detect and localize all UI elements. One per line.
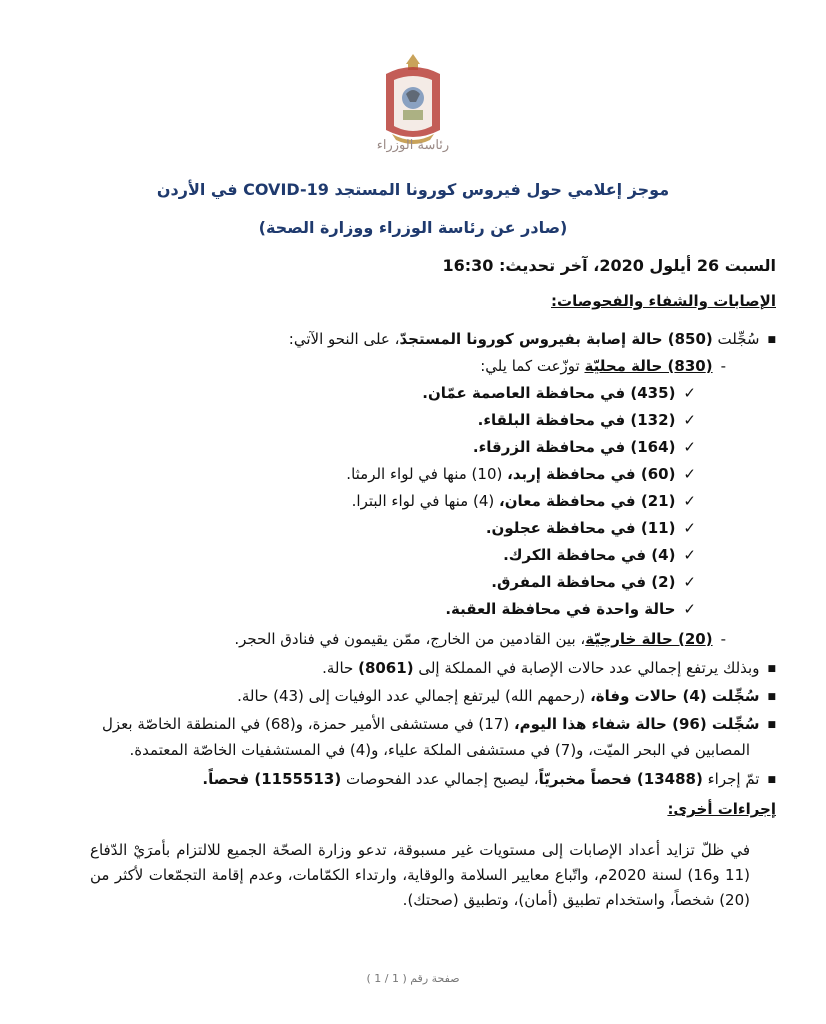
bullet-new-cases: ■سُجِّلت (850) حالة إصابة بفيروس كورونا المستجدّ، على النحو الآتي: (288, 330, 776, 348)
dash-bullet-icon: - (720, 357, 726, 375)
section-heading-cases: الإصابات والشفاء والفحوصات: (551, 292, 776, 310)
checkmark-icon: ✓ (683, 411, 696, 429)
governorate-item: ✓حالة واحدة في محافظة العقبة. (445, 600, 696, 618)
square-bullet-icon: ■ (767, 775, 776, 785)
section-heading-other-measures: إجراءات أخرى: (667, 800, 776, 818)
checkmark-icon: ✓ (683, 492, 696, 510)
square-bullet-icon: ■ (767, 720, 776, 730)
measures-paragraph: في ظلّ تزايد أعداد الإصابات إلى مستويات غير مسبوقة، تدعو وزارة الصحّة الجميع للالتزام بأمرَيْ الدّفاع (11 و16) لسنة 2020م، واتّباع معايير السلامة والوقاية، وارتداء الكمّامات، وعدم إقامة التجمّعات لأكثر من (20) شخصاً، واستخدام تطبيق (أمان)، وتطبيق (صحتك). (90, 841, 750, 909)
governorate-item: ✓(2) في محافظة المفرق. (491, 573, 696, 591)
checkmark-icon: ✓ (683, 465, 696, 483)
checkmark-icon: ✓ (683, 384, 696, 402)
checkmark-icon: ✓ (683, 573, 696, 591)
date-line: السبت 26 أيلول 2020، آخر تحديث: 16:30 (442, 256, 776, 275)
governorate-item: ✓(60) في محافظة إربد، (10) منها في لواء الرمثا. (346, 465, 696, 483)
dash-bullet-icon: - (720, 630, 726, 648)
document-title: موجز إعلامي حول فيروس كورونا المستجد COVID-19 في الأردن (156, 180, 670, 199)
bullet-recoveries: ■سُجِّلت (96) حالة شفاء هذا اليوم، (17) في مستشفى الأمير حمزة، و(68) في المنطقة الخاصّة بعزل (101, 715, 776, 733)
emblem-caption: رئاسة الوزراء (376, 138, 450, 153)
bullet-tests: ■تمّ إجراء (13488) فحصاً مخبريّاً، ليصبح إجمالي عدد الفحوصات (1155513) فحصاً. (202, 770, 776, 788)
governorate-item: ✓(11) في محافظة عجلون. (485, 519, 696, 537)
bullet-recoveries-continued: المصابين في البحر الميّت، و(7) في مستشفى الملكة علياء، و(4) في المستشفيات الخاصّة المعتمدة. (129, 741, 750, 759)
governorate-item: ✓(4) في محافظة الكرك. (503, 546, 696, 564)
checkmark-icon: ✓ (683, 546, 696, 564)
governorate-item: ✓(435) في محافظة العاصمة عمّان. (422, 384, 696, 402)
checkmark-icon: ✓ (683, 438, 696, 456)
external-cases-line: -(20) حالة خارجيّة، بين القادمين من الخارج، ممّن يقيمون في فنادق الحجر. (234, 630, 726, 648)
local-cases-line: -(830) حالة محليّة توزّعت كما يلي: (480, 357, 726, 375)
checkmark-icon: ✓ (683, 600, 696, 618)
checkmark-icon: ✓ (683, 519, 696, 537)
governorate-item: ✓(21) في محافظة معان، (4) منها في لواء البترا. (351, 492, 696, 510)
bullet-deaths: ■سُجِّلت (4) حالات وفاة، (رحمهم الله) ليرتفع إجمالي عدد الوفيات إلى (43) حالة. (237, 687, 776, 705)
square-bullet-icon: ■ (767, 335, 776, 345)
document-subtitle: (صادر عن رئاسة الوزراء ووزارة الصحة) (258, 218, 568, 237)
square-bullet-icon: ■ (767, 664, 776, 674)
page-number: صفحة رقم ( 1 / 1 ) (366, 972, 460, 985)
governorate-item: ✓(132) في محافظة البلقاء. (477, 411, 696, 429)
governorate-item: ✓(164) في محافظة الزرقاء. (472, 438, 696, 456)
bullet-total-cases: ■وبذلك يرتفع إجمالي عدد حالات الإصابة في المملكة إلى (8061) حالة. (322, 659, 776, 677)
square-bullet-icon: ■ (767, 692, 776, 702)
